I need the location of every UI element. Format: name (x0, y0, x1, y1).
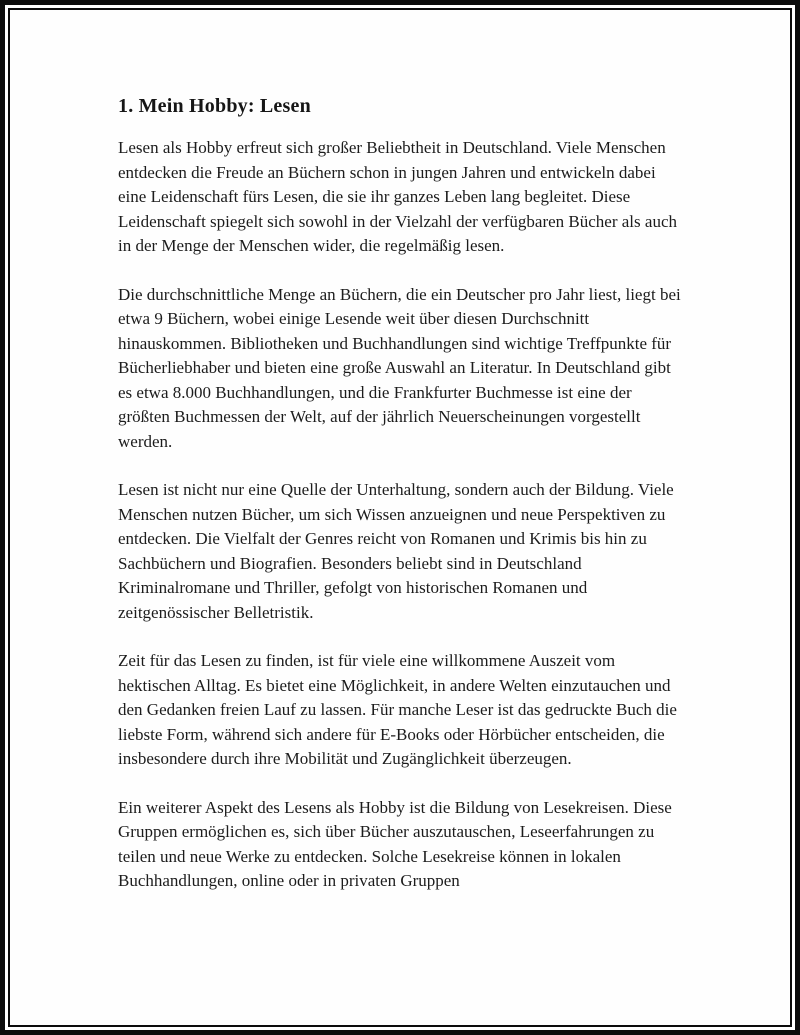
paragraph-4: Zeit für das Lesen zu finden, ist für viele eine willkommene Auszeit vom hektischen Alltag. Es bietet eine Möglichkeit, in andere Welten einzutauchen und den Gedanken freien Lauf zu lassen. Für manche Leser ist das gedruckte Buch die liebste Form, während sich andere für E-Books oder Hörbücher entscheiden, die insbesondere durch ihre Mobilität und Zugänglichkeit überzeugen. (118, 651, 677, 768)
document-title: 1. Mein Hobby: Lesen (118, 95, 311, 117)
document-page-inner-frame (8, 8, 792, 1027)
paragraph-3: Lesen ist nicht nur eine Quelle der Unterhaltung, sondern auch der Bildung. Viele Menschen nutzen Bücher, um sich Wissen anzueignen und neue Perspektiven zu entdecken. Die Vielfalt der Genres reicht von Romanen und Krimis bis hin zu Sachbüchern und Biografien. Besonders beliebt sind in Deutschland Kriminalromane und Thriller, gefolgt von historischen Romanen und zeitgenössischer Belletristik. (118, 480, 674, 622)
paragraph-1: Lesen als Hobby erfreut sich großer Beliebtheit in Deutschland. Viele Menschen entdecken die Freude an Büchern schon in jungen Jahren und entwickeln dabei eine Leidenschaft fürs Lesen, die sie ihr ganzes Leben lang begleitet. Diese Leidenschaft spiegelt sich sowohl in der Vielzahl der verfügbaren Bücher als auch in der Menge der Menschen wider, die regelmäßig lesen. (118, 138, 677, 255)
paragraph-2: Die durchschnittliche Menge an Büchern, die ein Deutscher pro Jahr liest, liegt bei etwa 9 Büchern, wobei einige Lesende weit über diesen Durchschnitt hinauskommen. Bibliotheken und Buchhandlungen sind wichtige Treffpunkte für Bücherliebhaber und bieten eine große Auswahl an Literatur. In Deutschland gibt es etwa 8.000 Buchhandlungen, und die Frankfurter Buchmesse ist eine der größten Buchmessen der Welt, auf der jährlich Neuerscheinungen vorgestellt werden. (118, 284, 681, 451)
paragraph-5: Ein weiterer Aspekt des Lesens als Hobby ist die Bildung von Lesekreisen. Diese Gruppen ermöglichen es, sich über Bücher auszutauschen, Leseerfahrungen zu teilen und neue Werke zu entdecken. Solche Lesekreise können in lokalen Buchhandlungen, online oder in privaten Gruppen (118, 797, 672, 890)
